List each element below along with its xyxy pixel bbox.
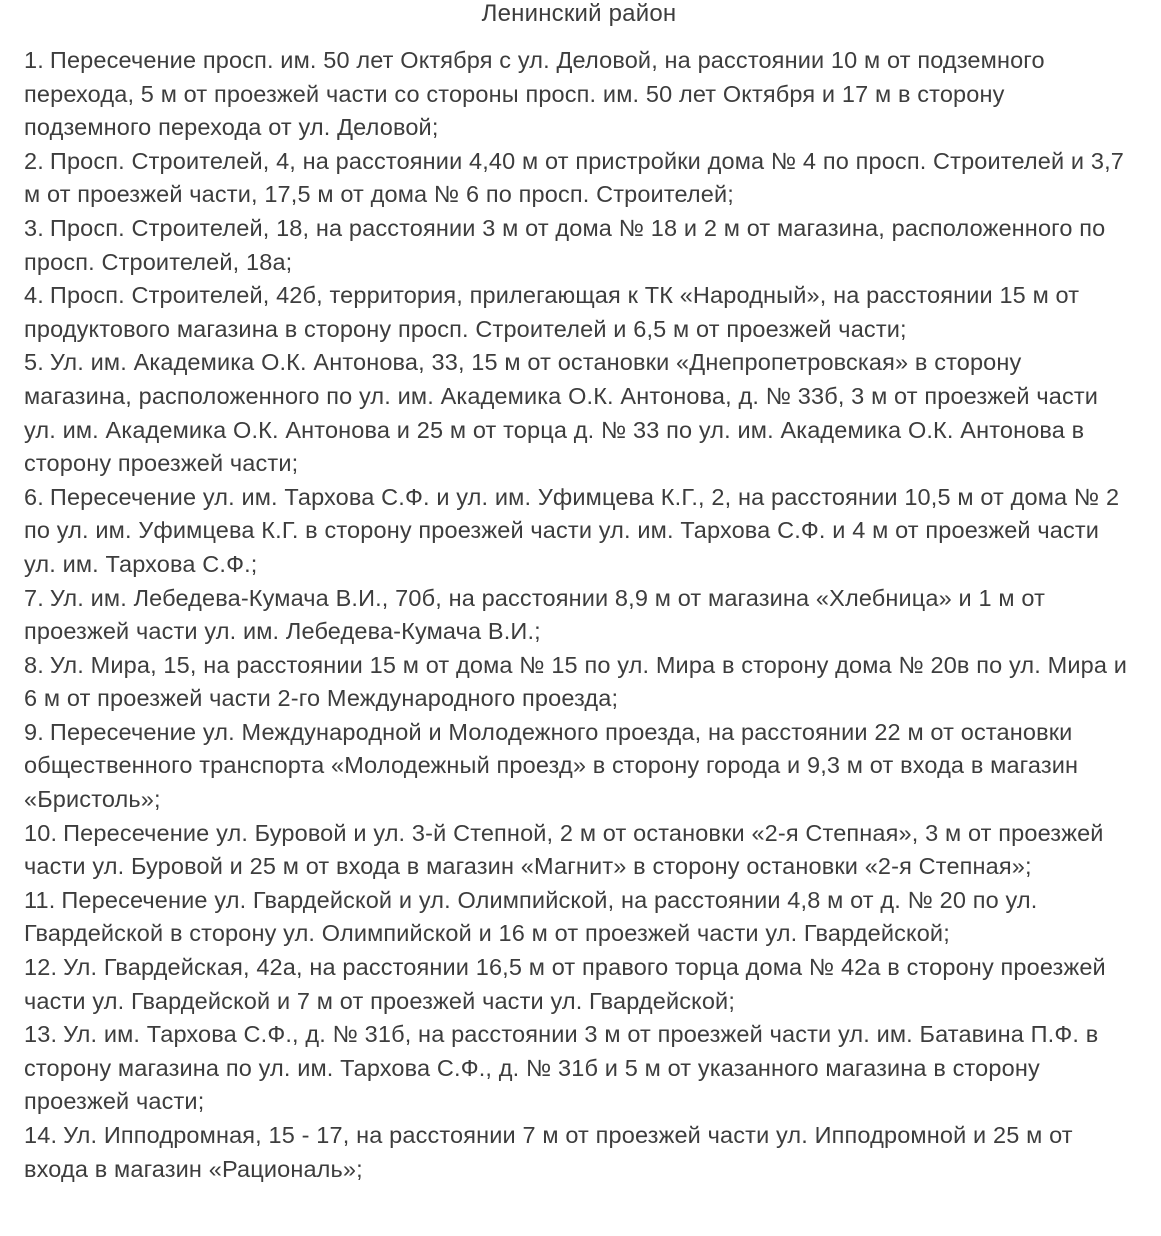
list-item: 5. Ул. им. Академика О.К. Антонова, 33, 15 м от остановки «Днепропетровская» в сторону магазина, расположенного по ул. им. Академика О.К. Антонова, д. № 33б, 3 м от проезжей части ул. им. Академика О.К. Антонова и 25 м от торца д. № 33 по ул. им. Академика О.К. Антонова в сторону проезжей части; <box>24 349 1099 477</box>
list-item: 1. Пересечение просп. им. 50 лет Октября с ул. Деловой, на расстоянии 10 м от подземного перехода, 5 м от проезжей части со стороны просп. им. 50 лет Октября и 17 м в сторону подземного перехода от ул. Деловой; <box>24 47 1045 141</box>
list-item: 4. Просп. Строителей, 42б, территория, прилегающая к ТК «Народный», на расстоянии 15 м от продуктового магазина в сторону просп. Строителей и 6,5 м от проезжей части; <box>24 282 1080 342</box>
document-page <box>24 0 1134 1186</box>
location-list <box>24 44 1134 1186</box>
list-item: 7. Ул. им. Лебедева-Кумача В.И., 70б, на расстоянии 8,9 м от магазина «Хлебница» и 1 м от проезжей части ул. им. Лебедева-Кумача В.И.; <box>24 584 1045 645</box>
list-item: 2. Просп. Строителей, 4, на расстоянии 4,40 м от пристройки дома № 4 по просп. Строителей и 3,7 м от проезжей части, 17,5 м от дома № 6 по просп. Строителей; <box>24 147 1125 208</box>
list-item: 3. Просп. Строителей, 18, на расстоянии 3 м от дома № 18 и 2 м от магазина, расположенного по просп. Строителей, 18а; <box>24 214 1106 275</box>
list-item: 13. Ул. им. Тархова С.Ф., д. № 31б, на расстоянии 3 м от проезжей части ул. им. Батавина П.Ф. в сторону магазина по ул. им. Тархова С.Ф., д. № 31б и 5 м от указанного магазина в сторону проезжей части; <box>24 1021 1099 1115</box>
list-item: 9. Пересечение ул. Международной и Молодежного проезда, на расстоянии 22 м от остановки общественного транспорта «Молодежный проезд» в сторону города и 9,3 м от входа в магазин «Бристоль»; <box>24 718 1079 813</box>
list-item: 8. Ул. Мира, 15, на расстоянии 15 м от дома № 15 по ул. Мира в сторону дома № 20в по ул. Мира и 6 м от проезжей части 2-го Международного проезда; <box>24 651 1128 712</box>
district-title: Ленинский район <box>481 0 677 27</box>
list-item: 11. Пересечение ул. Гвардейской и ул. Олимпийской, на расстоянии 4,8 м от д. № 20 по ул. Гвардейской в сторону ул. Олимпийской и 16 м от проезжей части ул. Гвардейской; <box>24 886 1038 947</box>
list-item: 10. Пересечение ул. Буровой и ул. 3-й Степной, 2 м от остановки «2-я Степная», 3 м от проезжей части ул. Буровой и 25 м от входа в магазин «Магнит» в сторону остановки «2-я Степная»; <box>24 819 1104 880</box>
list-item: 12. Ул. Гвардейская, 42а, на расстоянии 16,5 м от правого торца дома № 42а в сторону проезжей части ул. Гвардейской и 7 м от проезжей части ул. Гвардейской; <box>24 954 1106 1014</box>
list-item: 6. Пересечение ул. им. Тархова С.Ф. и ул. им. Уфимцева К.Г., 2, на расстоянии 10,5 м от дома № 2 по ул. им. Уфимцева К.Г. в сторону проезжей части ул. им. Тархова С.Ф. и 4 м от проезжей части ул. им. Тархова С.Ф.; <box>24 483 1120 577</box>
list-item: 14. Ул. Ипподромная, 15 - 17, на расстоянии 7 м от проезжей части ул. Ипподромной и 25 м от входа в магазин «Рациональ»; <box>24 1122 1073 1182</box>
